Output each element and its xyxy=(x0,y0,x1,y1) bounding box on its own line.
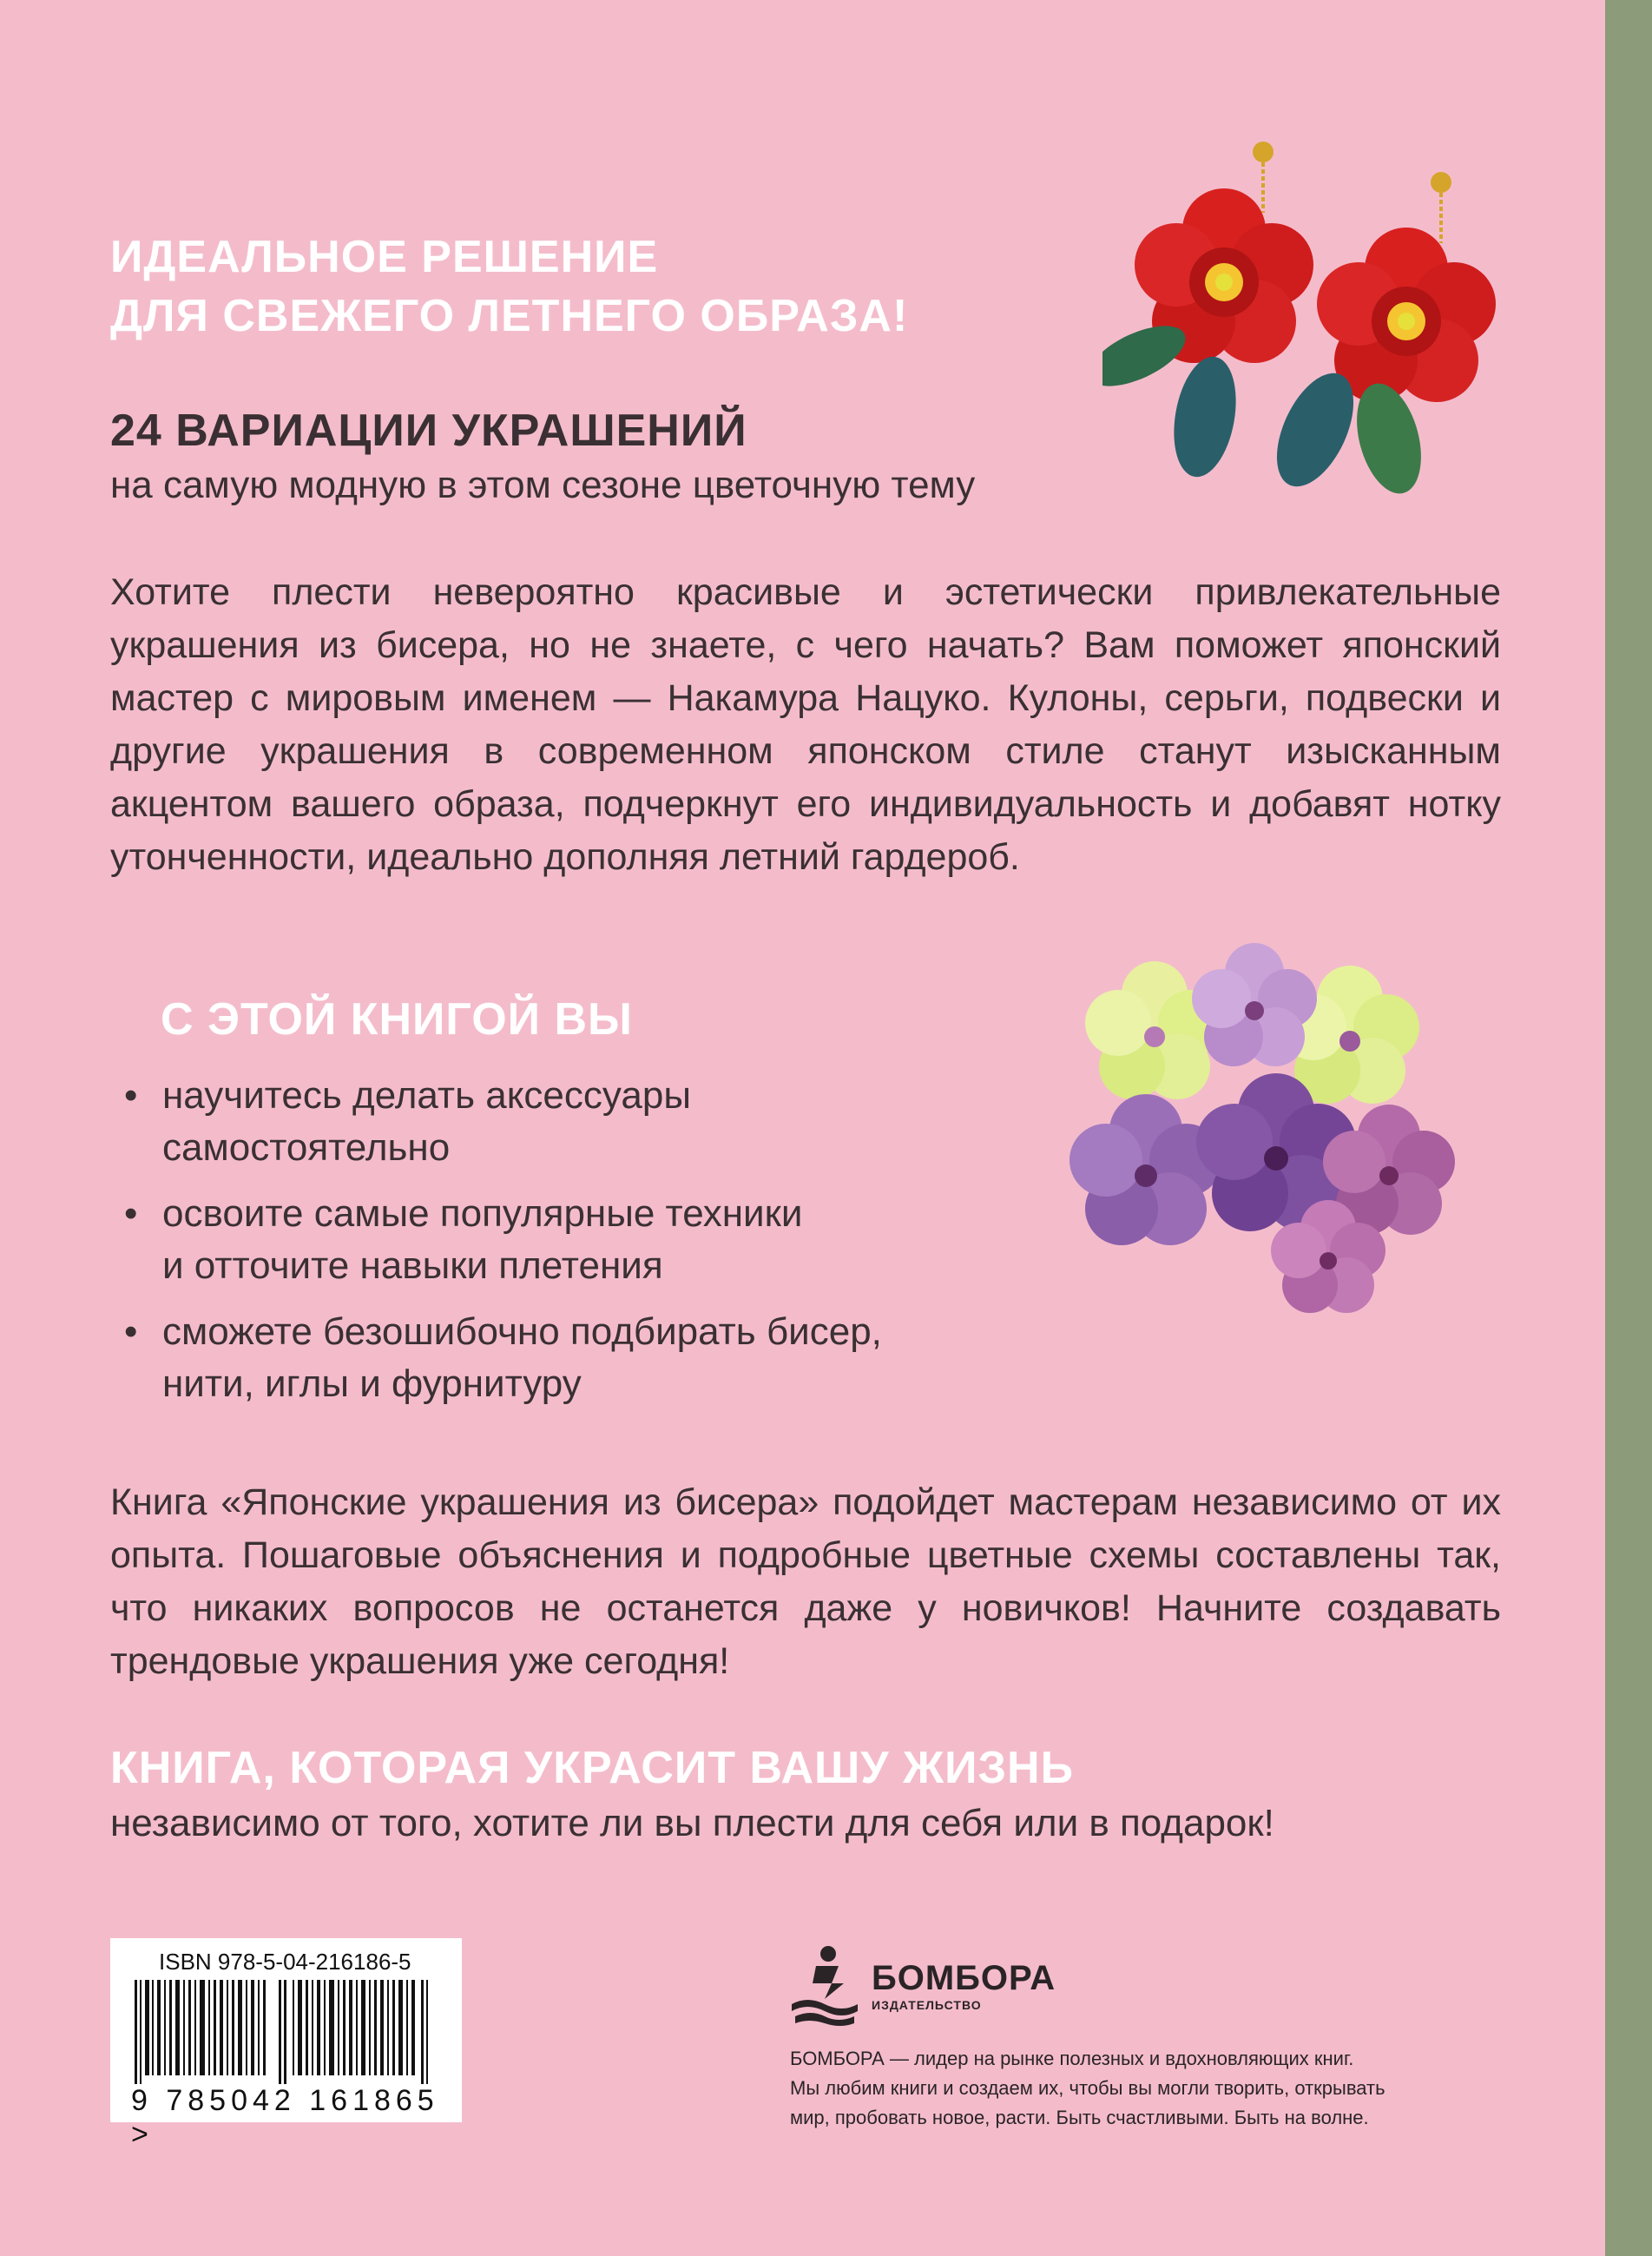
headline-line-1: ИДЕАЛЬНОЕ РЕШЕНИЕ xyxy=(110,232,659,282)
publisher-sub: ИЗДАТЕЛЬСТВО xyxy=(872,1997,982,2012)
isbn-digits: 9 785042 161865 > xyxy=(131,2084,439,2151)
closing-section xyxy=(110,1739,1274,1849)
publisher-description xyxy=(790,2044,1571,2133)
book-paragraph-block xyxy=(110,1476,1501,1688)
purple-bead-flowers-image xyxy=(1068,938,1467,1320)
barcode-icon xyxy=(131,1980,444,2084)
publisher-block xyxy=(790,1943,1571,2133)
variations-title: 24 ВАРИАЦИИ УКРАШЕНИЙ xyxy=(110,406,747,456)
barcode-box xyxy=(110,1938,462,2151)
right-earring xyxy=(1261,172,1496,501)
variations-subtitle: на самую модную в этом сезоне цветочную тему xyxy=(110,464,976,506)
headline xyxy=(110,228,908,346)
publisher-description-line-1: БОМБОРА — лидер на рынке полезных и вдохновляющих книг. xyxy=(790,2048,1354,2069)
flower-lilac-top xyxy=(1192,943,1317,1066)
bombora-wave-logo-icon xyxy=(790,1943,859,2027)
isbn-label: ISBN 978-5-04-216186-5 xyxy=(159,1949,411,1975)
bullet-icon: • xyxy=(124,1310,138,1353)
flower-purple-left xyxy=(1070,1094,1222,1245)
with-book-list xyxy=(110,1070,1065,1424)
headline-line-2: ДЛЯ СВЕЖЕГО ЛЕТНЕГО ОБРАЗА! xyxy=(110,291,909,341)
red-flower-earrings-image xyxy=(1102,130,1502,512)
with-book-title-block xyxy=(161,990,633,1049)
publisher-description-line-3: мир, пробовать новое, расти. Быть счастливыми. Быть на волне. xyxy=(790,2107,1369,2128)
intro-paragraph-block xyxy=(110,566,1501,884)
list-item: • сможете безошибочно подбирать бисер, нити, иглы и фурнитуру xyxy=(110,1306,1065,1410)
closing-subtitle: независимо от того, хотите ли вы плести для себя или в подарок! xyxy=(110,1802,1274,1844)
book-paragraph: Книга «Японские украшения из бисера» подойдет мастерам независимо от их опыта. Пошаговые объяснения и подробные цветные схемы составлены так, что никаких вопросов не останется даже у новичков! Начните создавать трендовые украшения уже сегодня! xyxy=(110,1481,1501,1682)
intro-paragraph: Хотите плести невероятно красивые и эстетически привлекательные украшения из бисера, но не знаете, с чего начать? Вам поможет японский мастер с мировым именем — Накамура Нацуко. Кулоны, серьги, подвески и другие украшения в современном японском стиле станут изысканным акцентом вашего образа, подчеркнут его индивидуальность и добавят нотку утонченности, идеально дополняя летний гардероб. xyxy=(110,571,1501,878)
publisher-logo xyxy=(790,1943,1571,2027)
variations-section xyxy=(110,403,975,511)
publisher-name: БОМБОРА xyxy=(872,1958,1056,1997)
closing-title: КНИГА, КОТОРАЯ УКРАСИТ ВАШУ ЖИЗНЬ xyxy=(110,1743,1074,1793)
list-item: • научитесь делать аксессуары самостоятельно xyxy=(110,1070,1065,1174)
list-item: • освоите самые популярные техники и отточите навыки плетения xyxy=(110,1188,1065,1292)
bullet-icon: • xyxy=(124,1192,138,1235)
book-spine-edge xyxy=(1605,0,1652,2256)
bullet-icon: • xyxy=(124,1074,138,1117)
publisher-description-line-2: Мы любим книги и создаем их, чтобы вы могли творить, открывать xyxy=(790,2077,1385,2099)
with-book-title: С ЭТОЙ КНИГОЙ ВЫ xyxy=(161,994,633,1045)
